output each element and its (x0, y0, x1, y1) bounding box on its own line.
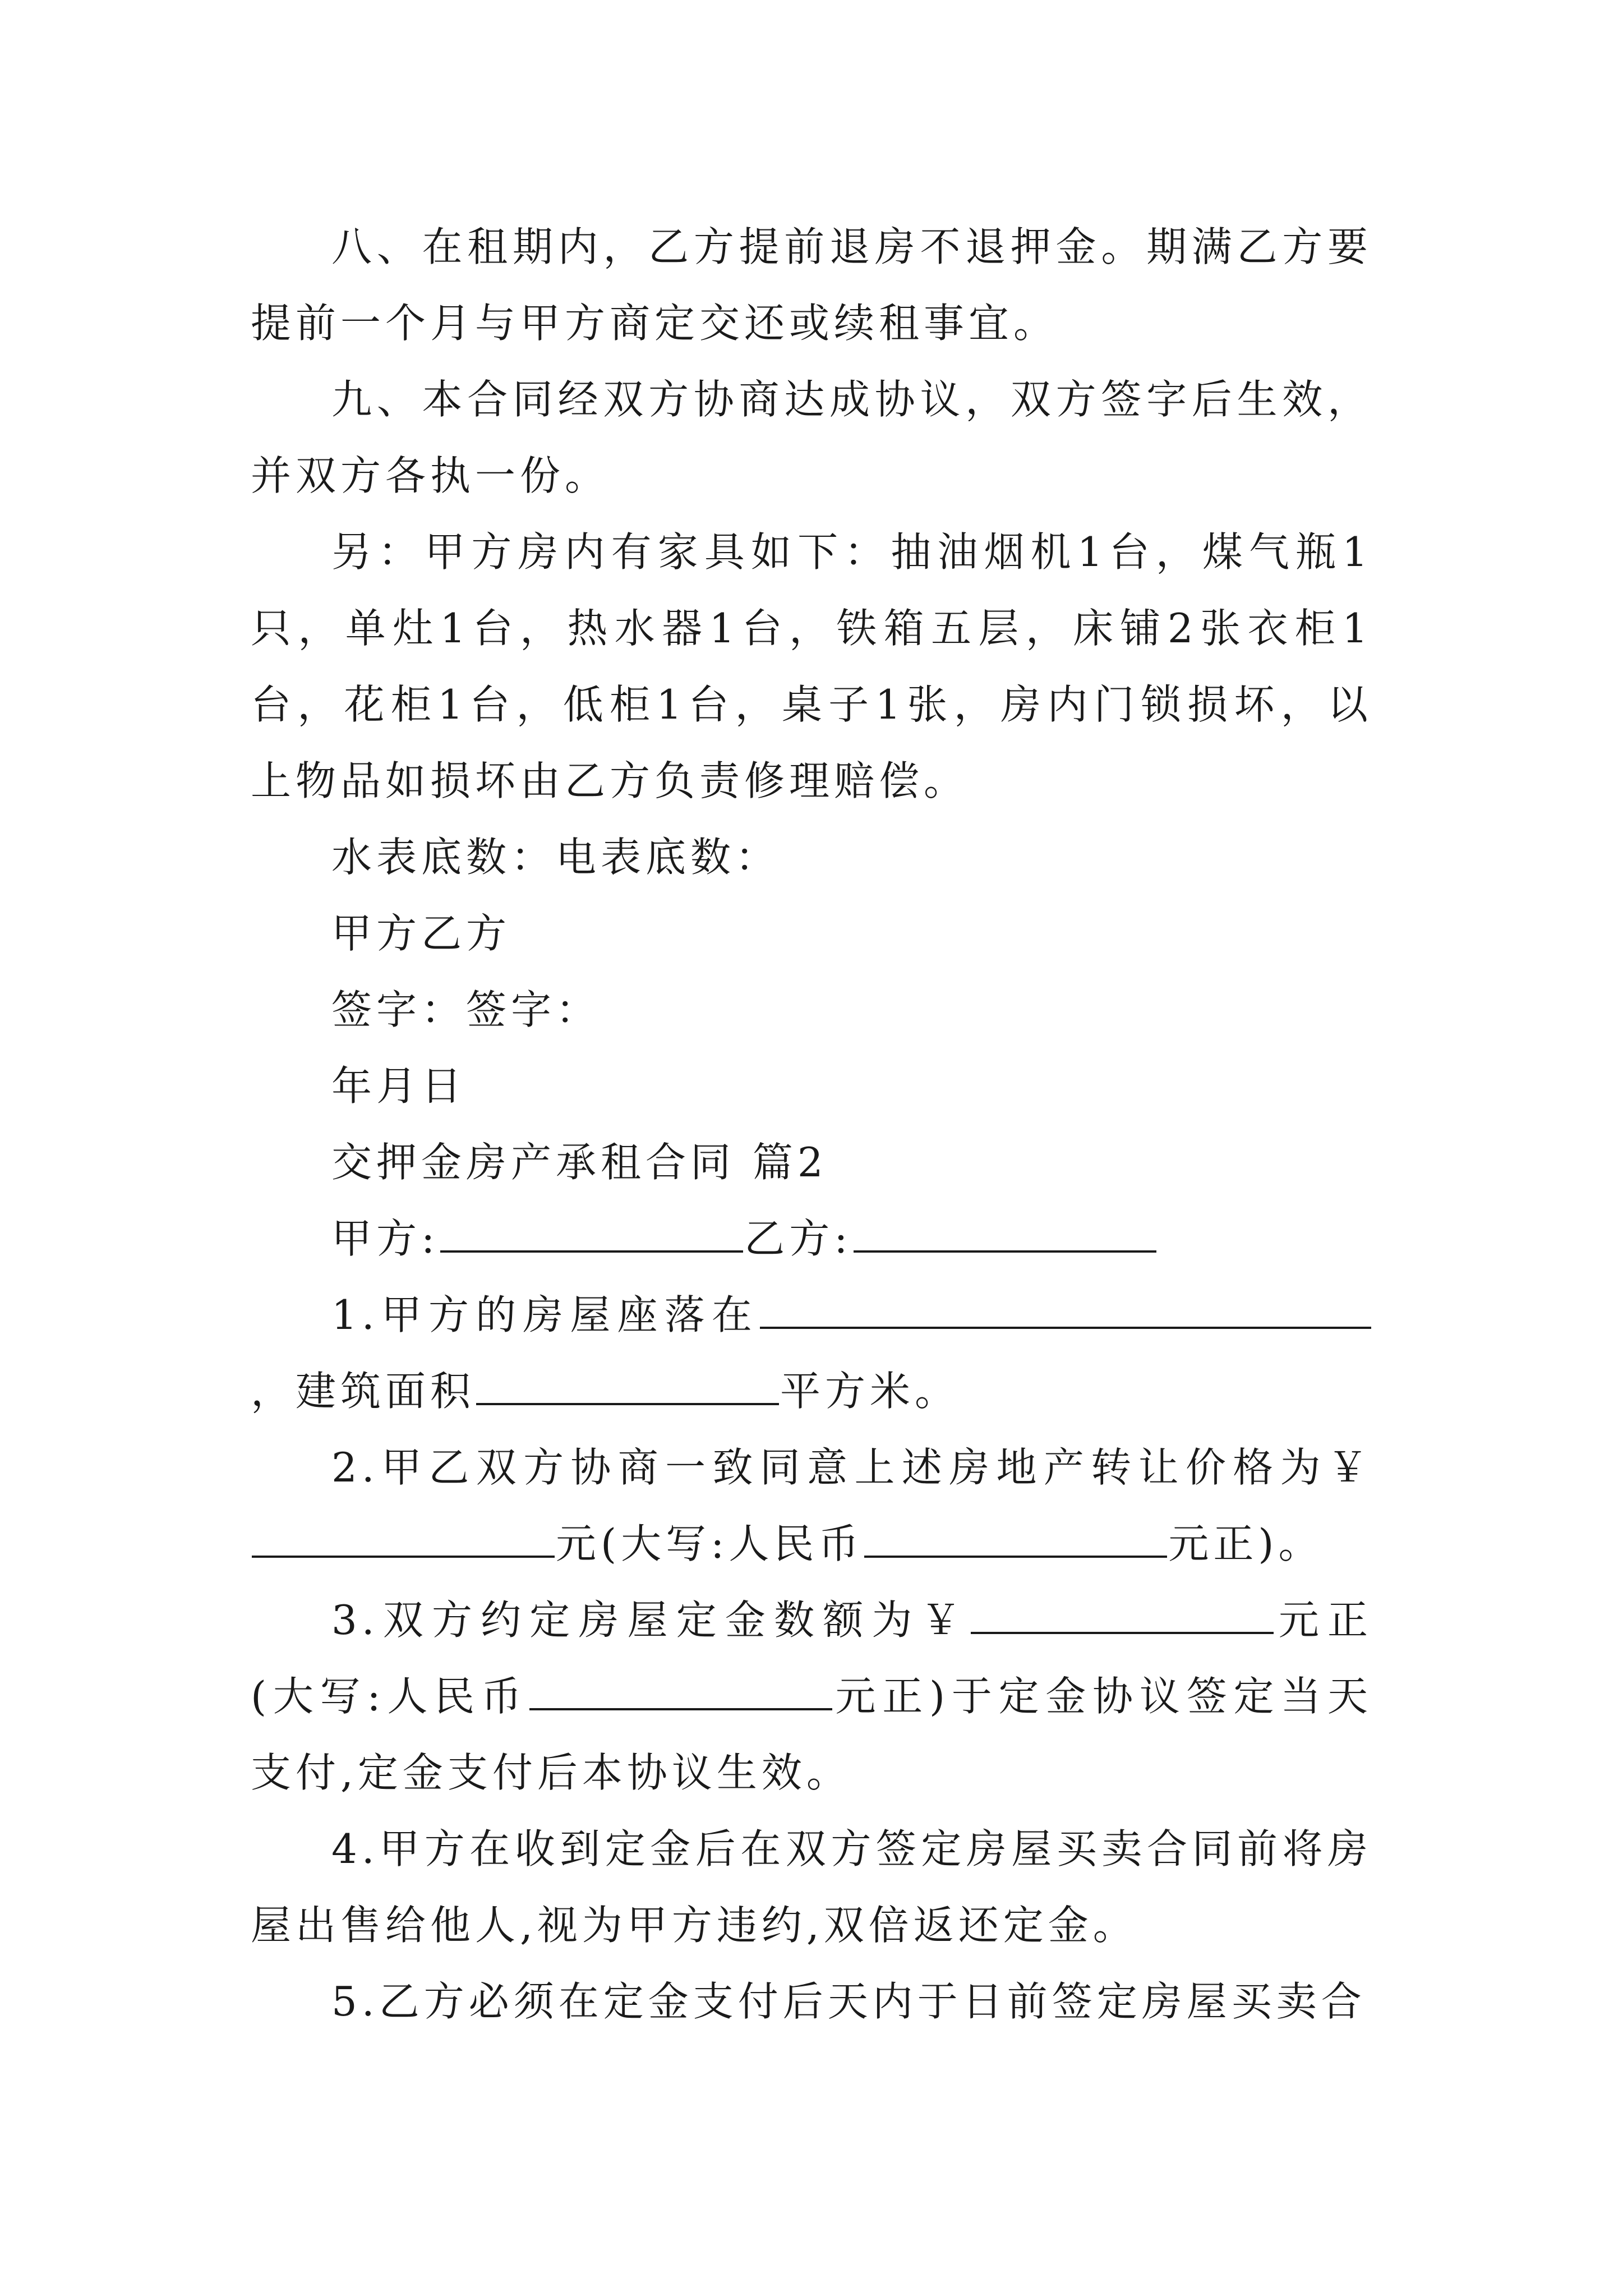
party-a-blank (440, 1213, 743, 1253)
deposit-words-blank (529, 1671, 832, 1710)
item-3-text-a: 3.双方约定房屋定金数额为￥ (331, 1596, 970, 1644)
item-1-text-b: ，建筑面积 (251, 1368, 476, 1415)
item-5: 5.乙方必须在定金支付后天内于日前签定房屋买卖合 (331, 1978, 1366, 2025)
party-b-blank (854, 1213, 1156, 1253)
item-4: 4.甲方在收到定金后在双方签定房屋买卖合同前将房屋出售给他人,视为甲方违约,双倍返还定金。 (251, 1825, 1372, 1949)
item-2-text-a: 2.甲乙双方协商一致同意上述房地产转让价格为￥ (331, 1444, 1372, 1491)
item-2-text-c: 元正)。 (1168, 1520, 1324, 1567)
item-1-text-a: 1.甲方的房屋座落在 (331, 1291, 759, 1338)
item-3 (251, 1582, 1372, 1811)
item-2-text-b: 元(大写:人民币 (556, 1520, 864, 1567)
price-blank (252, 1519, 555, 1558)
party-b-label: 乙方: (744, 1215, 852, 1262)
party-a-label: 甲方: (331, 1215, 440, 1262)
item-3-text-b: 元正(大写:人民币 (251, 1596, 1372, 1720)
item-1 (251, 1277, 1372, 1429)
clause-8: 八、在租期内，乙方提前退房不退押金。期满乙方要提前一个月与甲方商定交还或续租事宜。 (251, 223, 1372, 347)
meter-readings: 水表底数：电表底数： (331, 834, 781, 881)
party-labels-line (251, 1200, 1372, 1277)
clause-9: 九、本合同经双方协商达成协议，双方签字后生效，并双方各执一份。 (251, 376, 1372, 499)
location-blank (760, 1290, 1371, 1329)
price-words-blank (864, 1519, 1167, 1558)
item-3-text-c: 元正)于定金协议签定当天支付,定金支付后本协议生效。 (251, 1673, 1372, 1796)
furniture-note: 另：甲方房内有家具如下：抽油烟机1台，煤气瓶1只，单灶1台，热水器1台，铁箱五层，床铺2张衣柜1台，花柜1台，低柜1台，桌子1张，房内门锁损坏，以上物品如损坏由乙方负责修理赔偿。 (251, 528, 1372, 804)
document-body (251, 209, 1372, 2040)
item-1-text-c: 平方米。 (780, 1368, 960, 1415)
item-2 (251, 1429, 1372, 1582)
signature-line: 签字：签字： (331, 986, 601, 1033)
parties-line: 甲方乙方 (331, 910, 511, 957)
area-blank (476, 1366, 779, 1405)
date-line: 年月日 (331, 1062, 467, 1110)
section-title: 交押金房产承租合同 篇2 (331, 1139, 828, 1186)
deposit-blank (971, 1595, 1274, 1634)
